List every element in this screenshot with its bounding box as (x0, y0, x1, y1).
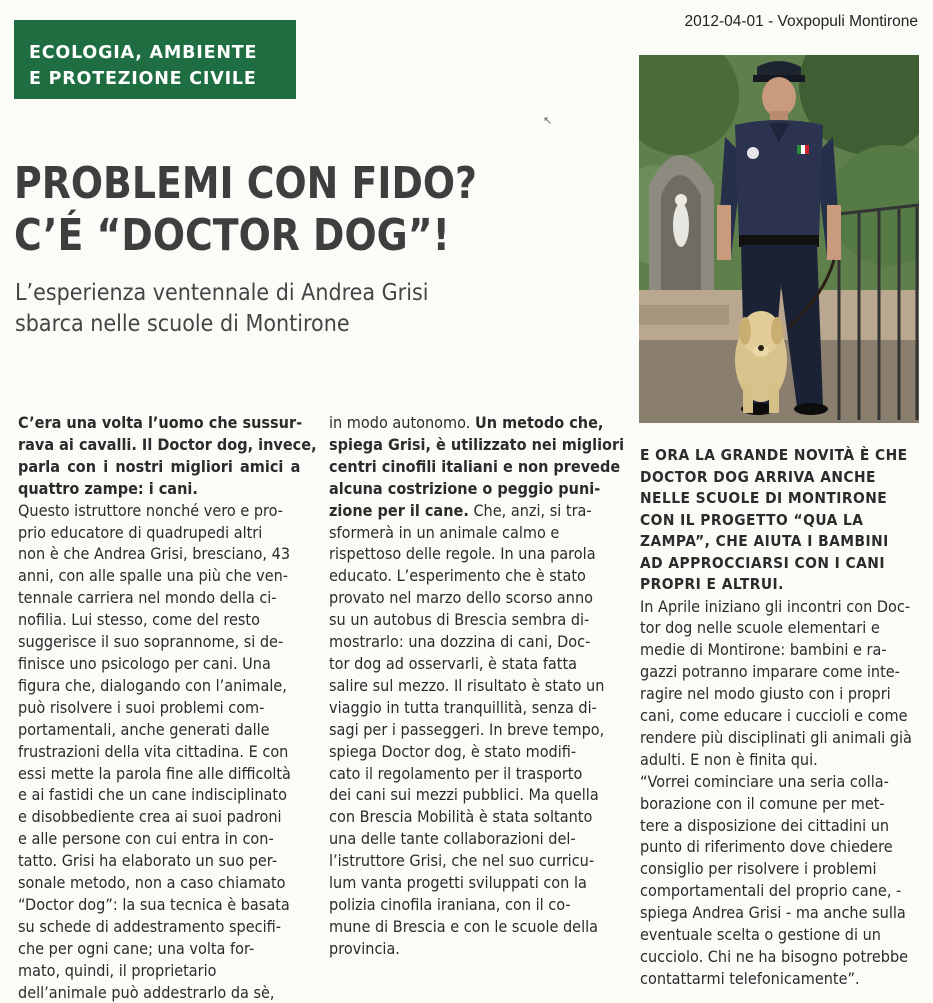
bold-run: Un metodo che, (474, 413, 604, 432)
body-line (329, 565, 616, 587)
dateline: 2012-04-01 - Voxpopuli Montirone (684, 13, 918, 30)
body-line (329, 543, 616, 565)
lead-line: C’era una volta l’uomo che sussur- (18, 413, 303, 432)
body-line: eventuale scelta o gestione di un (640, 925, 881, 945)
body-line: anni, con alle spalle una più che ven- (18, 566, 289, 586)
body-line: “Vorrei cominciare una seria colla- (640, 771, 889, 791)
text-run: educato. L’esperimento che è stato (329, 566, 586, 586)
body-line: e alle persone con cui entra in con- (18, 829, 274, 849)
registration-mark: ↖ (543, 114, 553, 127)
body-line: tatto. Grisi ha elaborato un suo per- (18, 851, 278, 871)
text-run: spiega Doctor dog, è stato modifi- (329, 741, 577, 761)
body-line (329, 631, 616, 653)
body-line: Questo istruttore nonché vero e pro- (18, 500, 284, 520)
lead-line: quattro zampe: i cani. (18, 478, 198, 498)
text-run: mune di Brescia e con le scuole della (329, 916, 599, 936)
body-line (329, 850, 616, 872)
headline-line1: PROBLEMI CON FIDO? (14, 158, 477, 209)
text-run: rispettoso delle regole. In una parola (329, 544, 596, 564)
body-line: cucciolo. Chi ne ha bisogno potrebbe (640, 947, 909, 966)
text-run: provincia. (329, 938, 400, 958)
body-line: tennale carriera nel mondo della ci- (18, 588, 277, 608)
article-column-2 (329, 412, 646, 960)
article-lead (18, 412, 330, 500)
officer-with-dog-photo (639, 55, 919, 423)
body-line: e disobbediente crea ai suoi padroni (18, 807, 282, 827)
body-line: consiglio per risolvere i problemi (640, 859, 877, 879)
body-line (329, 763, 616, 785)
article-column-3 (640, 445, 933, 990)
headline (14, 158, 530, 262)
body-line: contattarmi telefonicamente”. (640, 968, 860, 988)
subheadline (15, 278, 519, 340)
headline-line2: C’É “DOCTOR DOG”! (14, 210, 450, 261)
text-run: provato nel marzo dello scorso anno (329, 588, 593, 608)
subheadline-line2: sbarca nelle scuole di Montirone (15, 311, 350, 337)
body-line: dell’animale può addestrarlo da sè, (18, 982, 275, 1002)
article-column-1 (18, 412, 330, 1003)
body-line: finisce uno psicologo per cani. Una (18, 653, 271, 673)
text-run: cato il regolamento per il trasporto (329, 763, 583, 783)
callout-line: CON IL PROGETTO “QUA LA (640, 510, 864, 529)
body-line: “Doctor dog”: la sua tecnica è basata (18, 894, 290, 914)
body-line: sonale metodo, non a caso chiamato (18, 873, 286, 893)
callout-line: DOCTOR DOG ARRIVA ANCHE (640, 467, 876, 486)
body-line (329, 894, 616, 916)
text-run: l’istruttore Grisi, che nel suo curricu- (329, 851, 595, 871)
section-label (14, 20, 296, 99)
body-line: non è che Andrea Grisi, bresciano, 43 (18, 544, 291, 564)
section-label-line1: ECOLOGIA, AMBIENTE (29, 43, 258, 63)
body-line (329, 522, 616, 544)
text-run: Che, anzi, si tra- (468, 500, 592, 520)
text-run: viaggio in tutta tranquillità, senza di- (329, 697, 597, 717)
text-run: tor dog ad osservarli, è stata fatta (329, 653, 578, 673)
callout-line: E ORA LA GRANDE NOVITÀ È CHE (640, 446, 908, 464)
body-line: borazione con il comune per met- (640, 793, 885, 813)
body-line: rendere più disciplinati gli animali già (640, 727, 912, 747)
body-line (329, 456, 621, 478)
body-line: essi mette la parola fine alle difficoltà (18, 763, 291, 783)
body-line (329, 587, 616, 609)
body-line (329, 828, 616, 850)
text-run: sformerà in un animale calmo e (329, 522, 560, 542)
bold-run: zione per il cane. (329, 500, 469, 520)
body-line (329, 938, 616, 960)
body-line: In Aprile iniziano gli incontri con Doc- (640, 596, 911, 616)
body-line: nofilia. Lui stesso, come del resto (18, 610, 260, 630)
article-body-1 (18, 500, 330, 1003)
body-line: portamentali, anche generati dalle (18, 719, 270, 739)
body-line: cani, come educare i cuccioli e come (640, 706, 908, 726)
text-run: mostrarlo: una dozzina di cani, Doc- (329, 632, 591, 652)
body-line (329, 653, 616, 675)
body-line (329, 434, 625, 456)
lead-line: parla con i nostri migliori amici a (18, 456, 301, 476)
text-run: una delle tante collaborazioni del- (329, 829, 576, 849)
callout-caps (640, 445, 933, 596)
callout-line: ZAMPA”, CHE AIUTA I BAMBINI (640, 532, 889, 550)
article-body-3 (640, 596, 933, 990)
text-run: dei cani sui mezzi pubblici. Ma quella (329, 785, 599, 805)
body-line: che per ogni cane; una volta for- (18, 938, 255, 958)
body-line: figura che, dialogando con l’animale, (18, 675, 287, 695)
lead-line: rava ai cavalli. Il Doctor dog, invece, (18, 434, 317, 454)
body-line: frustrazioni della vita cittadina. E con (18, 741, 289, 761)
body-line (329, 872, 616, 894)
bold-run: centri cinofili italiani e non prevede (329, 456, 621, 476)
body-line (329, 741, 616, 763)
text-run: salire sul mezzo. Il risultato è stato un (329, 675, 605, 695)
section-label-line2: E PROTEZIONE CIVILE (29, 69, 257, 89)
body-line (329, 784, 616, 806)
body-line (329, 609, 616, 631)
body-line: prio educatore di quadrupedi altri (18, 522, 263, 542)
text-run: polizia cinofila iraniana, con il co- (329, 894, 571, 914)
text-run: lum vanta progetti sviluppati con la (329, 873, 587, 893)
body-line: e ai fastidi che un cane indisciplinato (18, 785, 287, 805)
body-line: su schede di addestramento specifi- (18, 916, 281, 936)
text-run: su un autobus di Brescia sembra di- (329, 610, 590, 630)
bold-run: spiega Grisi, è utilizzato nei migliori (329, 434, 625, 454)
text-run: sagi per i passeggeri. In breve tempo, (329, 719, 605, 739)
callout-line: NELLE SCUOLE DI MONTIRONE (640, 489, 888, 507)
body-line (329, 478, 616, 500)
body-line: tor dog nelle scuole elementari e (640, 618, 880, 638)
callout-line: AD APPROCCIARSI CON I CANI (640, 553, 885, 572)
body-line (329, 675, 616, 697)
body-line: gazzi potranno imparare come inte- (640, 662, 900, 682)
body-line: tere a disposizione dei cittadini un (640, 815, 890, 835)
body-line (329, 806, 616, 828)
body-line: può risolvere i suoi problemi com- (18, 697, 265, 717)
bold-run: alcuna costrizione o peggio puni- (329, 478, 601, 498)
body-line: adulti. E non è finita qui. (640, 749, 818, 769)
photo-illustration (639, 55, 919, 423)
body-line (329, 719, 616, 741)
body-line: comportamentali del proprio cane, - (640, 881, 902, 901)
body-line: suggerisce il suo soprannome, si de- (18, 632, 284, 652)
body-line: punto di riferimento dove chiedere (640, 837, 893, 857)
body-line: ragire nel modo giusto con i propri (640, 684, 891, 704)
body-line: mato, quindi, il proprietario (18, 960, 217, 980)
body-line (329, 697, 616, 719)
body-line: medie di Montirone: bambini e ra- (640, 640, 887, 660)
callout-line: PROPRI E ALTRUI. (640, 575, 784, 593)
text-run: in modo autonomo. (329, 413, 475, 432)
text-run: con Brescia Mobilità è stata soltanto (329, 807, 593, 827)
body-line (329, 412, 616, 434)
body-line: spiega Andrea Grisi - ma anche sulla (640, 903, 906, 923)
body-line (329, 916, 616, 938)
body-line (329, 500, 616, 522)
subheadline-line1: L’esperienza ventennale di Andrea Grisi (15, 280, 429, 306)
